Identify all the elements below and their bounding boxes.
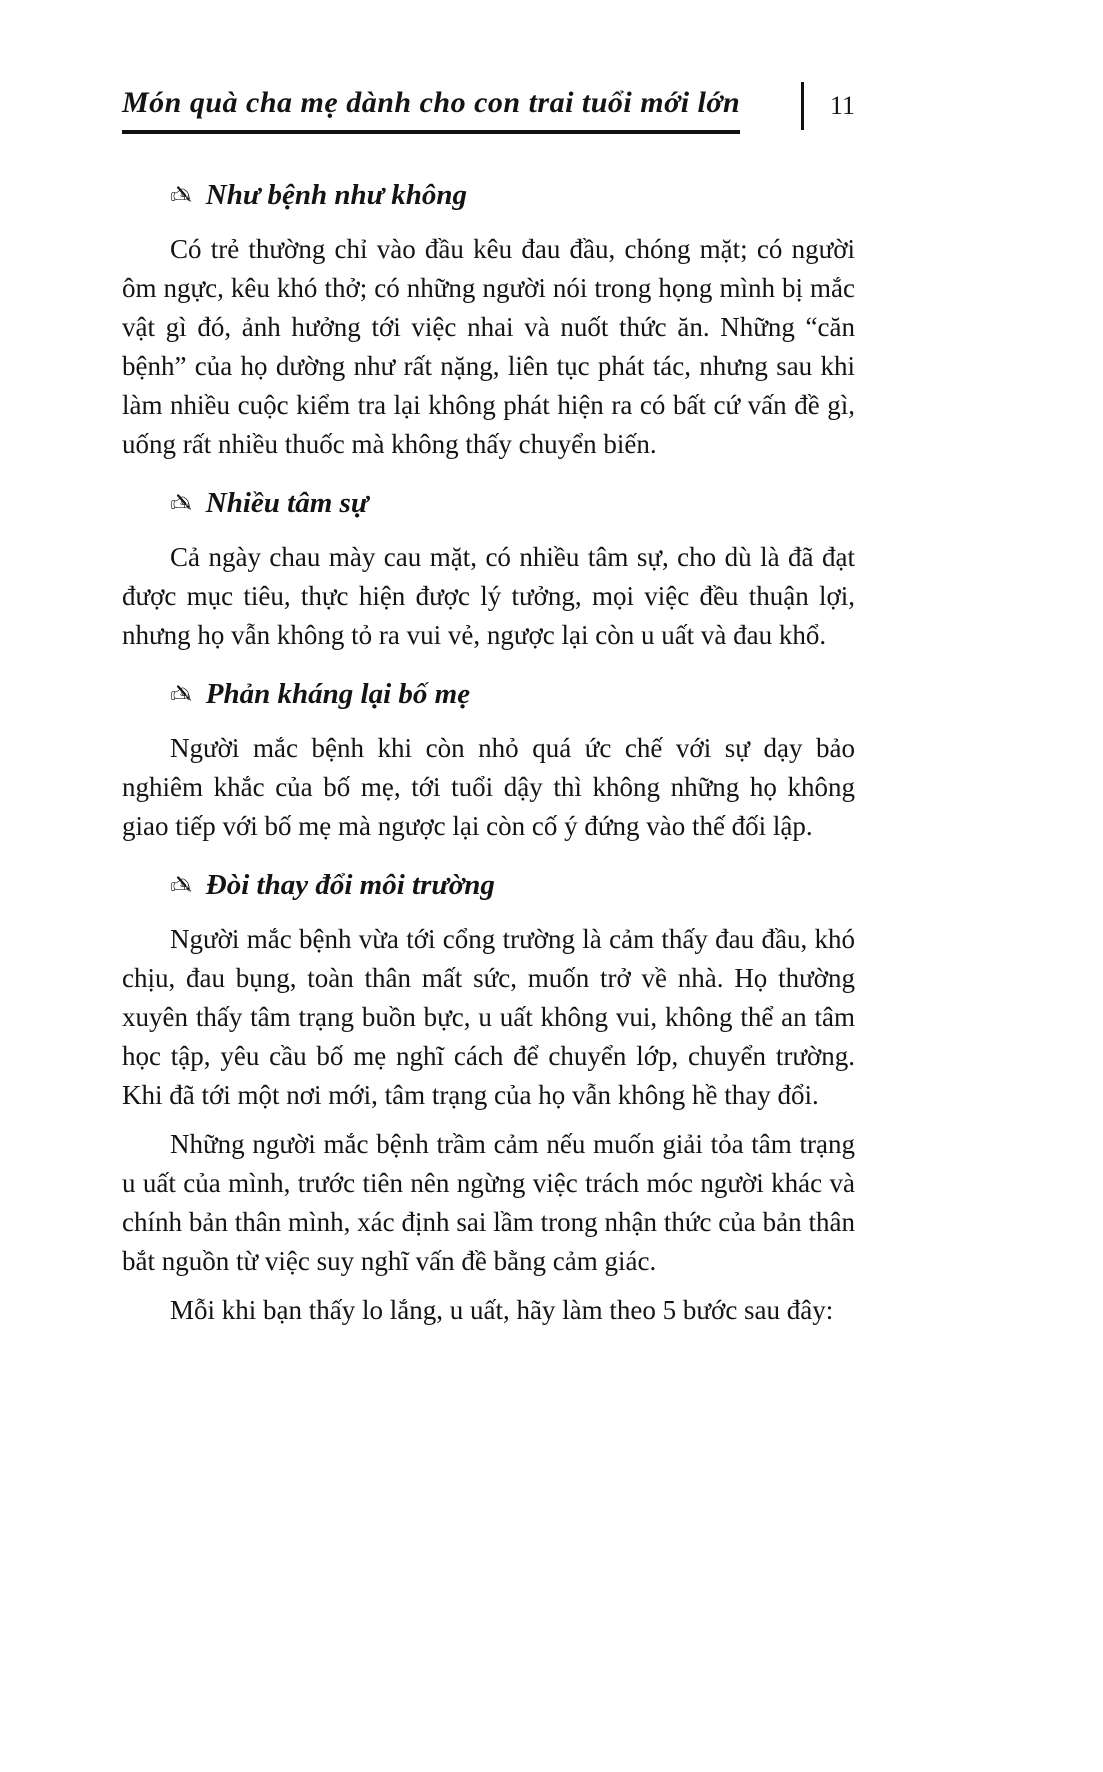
- pen-ornament-icon: ✍: [170, 181, 192, 211]
- header-page-number-group: [801, 82, 855, 130]
- pen-ornament-icon: ✍: [170, 680, 192, 710]
- pen-ornament-icon: ✍: [170, 871, 192, 901]
- pen-ornament-icon: ✍: [170, 489, 192, 519]
- body-paragraph: Người mắc bệnh khi còn nhỏ quá ức chế với sự dạy bảo nghiêm khắc của bố mẹ, tới tuổi dậy thì không những họ không giao tiếp với bố mẹ mà ngược lại còn cố ý đứng vào thế đối lập.: [122, 733, 855, 841]
- section-heading-text: Như bệnh như không: [205, 179, 468, 211]
- section-heading-text: Đòi thay đổi môi trường: [205, 869, 495, 901]
- running-header: [122, 86, 855, 134]
- section-heading: [170, 866, 855, 906]
- body-paragraph: Mỗi khi bạn thấy lo lắng, u uất, hãy làm theo 5 bước sau đây:: [170, 1295, 834, 1325]
- page-content: [122, 176, 855, 1330]
- section-heading-text: Nhiều tâm sự: [205, 487, 369, 519]
- page-number: 11: [829, 91, 855, 120]
- body-paragraph: Cả ngày chau mày cau mặt, có nhiều tâm sự, cho dù là đã đạt được mục tiêu, thực hiện được lý tưởng, mọi việc đều thuận lợi, nhưng họ vẫn không tỏ ra vui vẻ, ngược lại còn u uất và đau khổ.: [122, 542, 855, 650]
- section-heading: [170, 176, 855, 216]
- running-header-title: Món quà cha mẹ dành cho con trai tuổi mới lớn: [122, 86, 740, 134]
- body-paragraph: Người mắc bệnh vừa tới cổng trường là cảm thấy đau đầu, khó chịu, đau bụng, toàn thân mất sức, muốn trở về nhà. Họ thường xuyên thấy tâm trạng buồn bực, u uất không vui, không thể an tâm học tập, yêu cầu bố mẹ nghĩ cách để chuyển lớp, chuyển trường. Khi đã tới một nơi mới, tâm trạng của họ vẫn không hề thay đổi.: [122, 924, 855, 1110]
- header-divider: [801, 82, 804, 130]
- body-paragraph: Có trẻ thường chỉ vào đầu kêu đau đầu, chóng mặt; có người ôm ngực, kêu khó thở; có những người nói trong họng mình bị mắc vật gì đó, ảnh hưởng tới việc nhai và nuốt thức ăn. Những “căn bệnh” của họ dường như rất nặng, liên tục phát tác, nhưng sau khi làm nhiều cuộc kiểm tra lại không phát hiện ra có bất cứ vấn đề gì, uống rất nhiều thuốc mà không thấy chuyển biến.: [122, 234, 855, 459]
- section-heading-text: Phản kháng lại bố mẹ: [205, 678, 471, 710]
- section-heading: [170, 484, 855, 524]
- body-paragraph: Những người mắc bệnh trầm cảm nếu muốn giải tỏa tâm trạng u uất của mình, trước tiên nên ngừng việc trách móc người khác và chính bản thân mình, xác định sai lầm trong nhận thức của bản thân bắt nguồn từ việc suy nghĩ vấn đề bằng cảm giác.: [122, 1129, 855, 1276]
- section-heading: [170, 675, 855, 715]
